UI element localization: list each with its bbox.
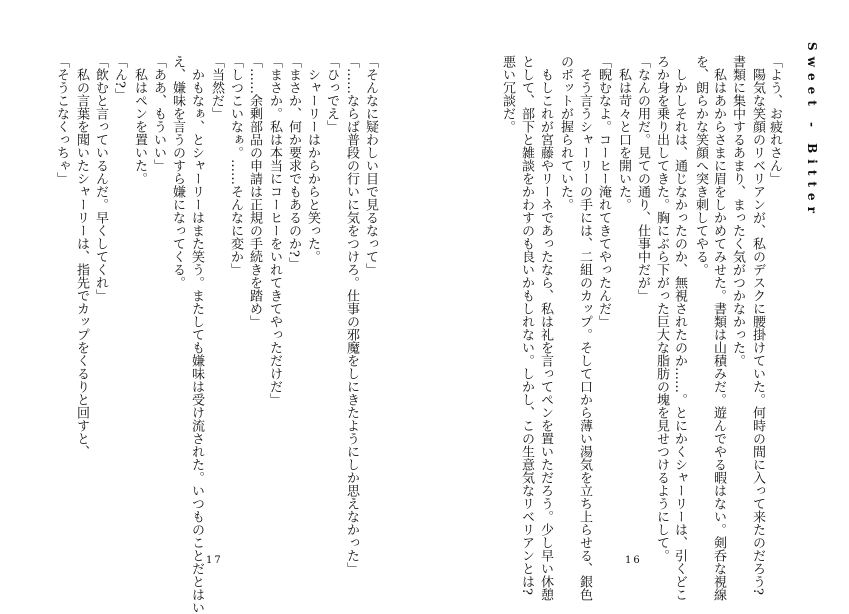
page-number-left: 17 [206, 555, 223, 566]
text-column: ろか身を乗り出してきた。胸にぶら下がった巨大な脂肪の塊を見せつけるようにして。 [654, 55, 669, 562]
page-number-right: 16 [625, 555, 642, 566]
text-column: そう言うシャーリーの手には、二組のカップ。そして口から薄い湯気を立ち上らせる、銀色 [577, 68, 592, 601]
text-column: 書類に集中するあまり、まったく気がつかなかった。 [730, 55, 745, 367]
text-column: 「当然だ」 [209, 55, 224, 120]
running-header: Sweet - Bitter [805, 42, 819, 219]
text-column: しかしそれは、通じなかったのか、無視されたのか……。とにかくシャーリーは、引くどこ [672, 68, 687, 601]
text-column: 「……余剰部品の申請は正規の手続きを踏め」 [247, 55, 262, 328]
text-column: 「睨むなよ。コーヒー淹れてきてやったんだ」 [596, 55, 611, 328]
text-column: 「そんなに疑わしい目で見るなって」 [363, 55, 378, 276]
text-column: 私はペンを置いた。 [132, 68, 147, 185]
text-column: を、朗らかな笑顔へ突き刺してやる。 [693, 55, 708, 276]
text-column: 「ん?」 [112, 55, 127, 101]
text-column: 「飲むと言っているんだ。早くしてくれ」 [93, 55, 108, 302]
text-column: 陽気な笑顔のリベリアンが、私のデスクに腰掛けていた。何時の間に入って来たのだろう? [750, 68, 765, 595]
text-column: のポットが握られていた。 [558, 55, 573, 211]
text-column: 「まさか。私は本当にコーヒーをいれてきてやっただけだ」 [267, 55, 282, 406]
text-column: え、嫌味を言うのすら嫌になってくる。 [170, 55, 185, 289]
text-column: 私はあからさまに眉をしかめてみせた。書類は山積みだ。遊んでやる暇はない。剣呑な視線 [711, 68, 726, 601]
text-column: かもなぁ、とシャーリーはまた笑う。またしても嫌味は受け流された。いつものことだとはい [189, 68, 204, 614]
text-column: 「ああ、もういい」 [151, 55, 166, 172]
text-column: 「なんの用だ。見ての通り、仕事中だが」 [635, 55, 650, 302]
text-column: 「……ならば普段の行いに気をつけろ。仕事の邪魔をしにきたようにしか思えなかった」 [344, 55, 359, 575]
text-column: 「まさか、何か要求でもあるのか?」 [286, 55, 301, 270]
text-column: もしこれが宮藤やリーネであったなら、私は礼を言ってペンを置いただろう。少し早い休憩 [538, 68, 553, 601]
text-column: 「よう、お疲れさん」 [767, 55, 782, 185]
text-column: 「そうこなくっちゃ」 [54, 55, 69, 185]
text-column: として、部下と雑談をかわすのも良いかもしれない。しかし、この生意気なリベリアンとは? [519, 55, 534, 595]
text-column: 「しつこいなぁ。……そんなに変か」 [228, 55, 243, 276]
text-column: 私の言葉を聞いたシャーリーは、指先でカップをくるりと回すと、 [74, 68, 89, 458]
text-column: 私は苛々と口を開いた。 [616, 68, 631, 211]
text-column: シャーリーはからからと笑った。 [305, 68, 320, 263]
text-column: 「ひっでえ」 [324, 55, 339, 133]
text-column: 悪い冗談だ。 [500, 55, 515, 133]
